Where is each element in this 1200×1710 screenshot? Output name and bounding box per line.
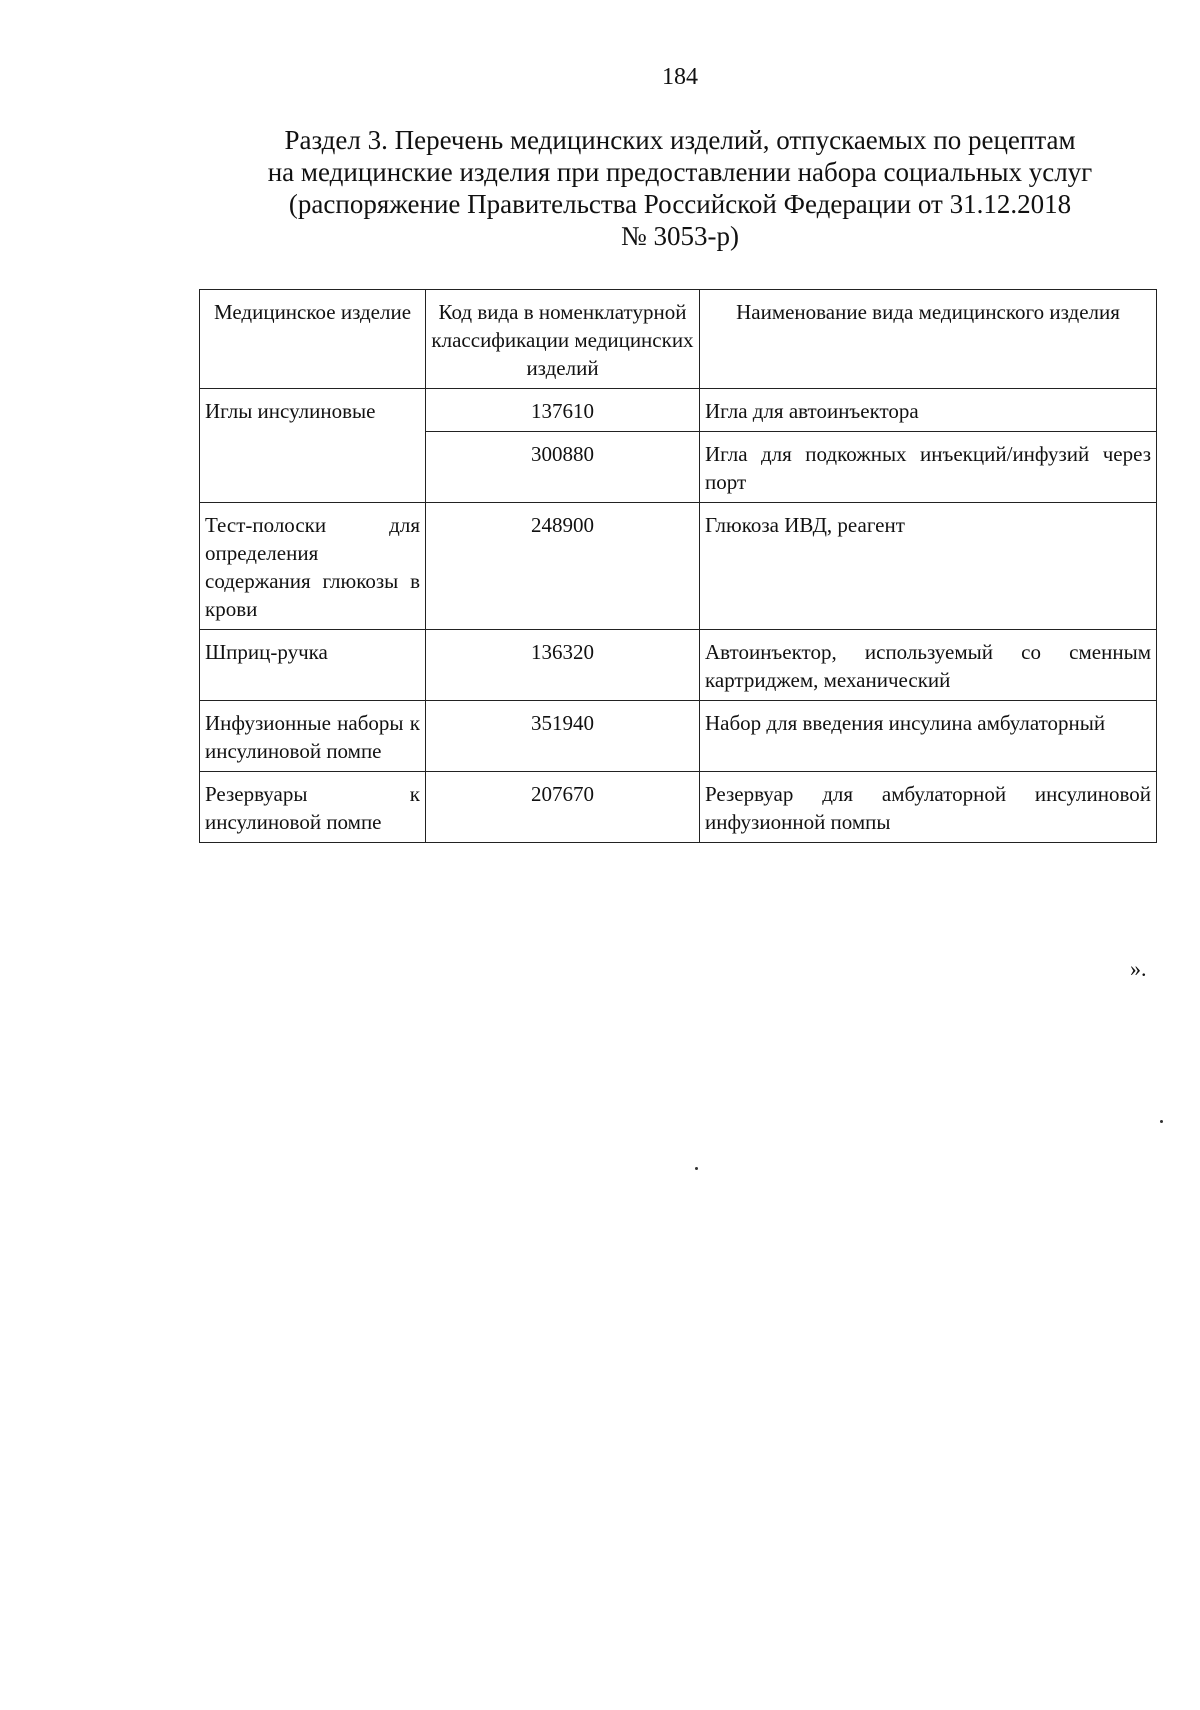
scan-speck: [695, 1167, 698, 1170]
table-row: [200, 630, 1157, 701]
table-header-row: [200, 290, 1157, 389]
title-line: Раздел 3. Перечень медицинских изделий, отпускаемых по рецептам: [284, 125, 1076, 155]
medical-devices-table: [199, 289, 1157, 843]
header-device: Медицинское изделие: [200, 290, 426, 389]
name-cell: Игла для автоинъектора: [700, 389, 1157, 432]
code-cell: 300880: [426, 432, 700, 503]
code-cell: 137610: [426, 389, 700, 432]
page-number: 184: [662, 64, 698, 90]
name-cell: Резервуар для амбулаторной инсулиновой инфузионной помпы: [700, 772, 1157, 843]
scan-speck: [1160, 1120, 1163, 1123]
table-row: [200, 389, 1157, 432]
code-cell: 248900: [426, 503, 700, 630]
section-title: [200, 124, 1160, 252]
table-row: [200, 503, 1157, 630]
header-name: Наименование вида медицинского изделия: [700, 290, 1157, 389]
device-cell: Шприц-ручка: [200, 630, 426, 701]
device-cell: Тест-полоски для определения содержания глюкозы в крови: [200, 503, 426, 630]
title-line: на медицинские изделия при предоставлении набора социальных услуг: [267, 157, 1093, 187]
header-code: Код вида в номенклатурной классификации медицинских изделий: [426, 290, 700, 389]
table-row: [200, 772, 1157, 843]
code-cell: 207670: [426, 772, 700, 843]
name-cell: Набор для введения инсулина амбулаторный: [700, 701, 1157, 772]
name-cell: Игла для подкожных инъекций/инфузий через порт: [700, 432, 1157, 503]
device-cell: Резервуары к инсулиновой помпе: [200, 772, 426, 843]
name-cell: Глюкоза ИВД, реагент: [700, 503, 1157, 630]
device-cell: Инфузионные наборы к инсулиновой помпе: [200, 701, 426, 772]
title-line: (распоряжение Правительства Российской Федерации от 31.12.2018: [288, 189, 1072, 219]
title-line: № 3053-р): [621, 221, 739, 251]
table-row: [200, 701, 1157, 772]
closing-quote-mark: ».: [1130, 956, 1147, 981]
device-cell: Иглы инсулиновые: [200, 389, 426, 503]
code-cell: 136320: [426, 630, 700, 701]
code-cell: 351940: [426, 701, 700, 772]
name-cell: Автоинъектор, используемый со сменным картриджем, механический: [700, 630, 1157, 701]
